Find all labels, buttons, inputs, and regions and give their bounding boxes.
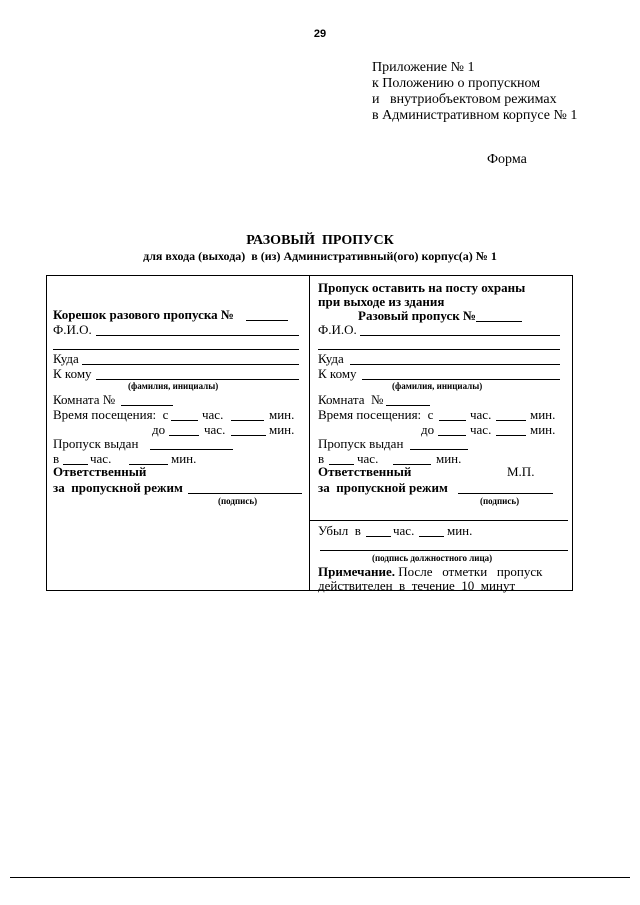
pass-note-bold: Примечание.: [318, 564, 395, 579]
stub-v-hour-label: час.: [90, 451, 112, 466]
pass-kuda-label: Куда: [318, 351, 344, 366]
pass-official-signature-field[interactable]: [320, 550, 568, 551]
stub-min-label: мин.: [269, 407, 295, 422]
pass-room-field[interactable]: [386, 405, 430, 406]
stub-to-min-label: мин.: [269, 422, 295, 437]
pass-responsible-label: Ответственный: [318, 464, 412, 479]
pass-note-line-2: действителен в течение 10 минут: [318, 578, 516, 593]
pass-section-divider: [310, 520, 568, 521]
page-bottom-rule: [10, 877, 630, 878]
document-subtitle: для входа (выхода) в (из) Административный(ого) корпус(а) № 1: [143, 249, 497, 263]
stub-to-label: до: [152, 422, 166, 437]
stub-from-min-field[interactable]: [231, 420, 264, 421]
stub-fio-field-2[interactable]: [53, 349, 299, 350]
stub-komu-field[interactable]: [96, 379, 299, 380]
stub-kuda-field[interactable]: [82, 364, 299, 365]
pass-note-line-1: [318, 565, 542, 579]
stub-fio-label: Ф.И.О.: [53, 322, 92, 337]
appendix-line-4: в Административном корпусе № 1: [372, 108, 578, 123]
pass-left-min-label: мин.: [447, 523, 473, 538]
pass-fio-field[interactable]: [360, 335, 560, 336]
pass-hour-label: час.: [470, 407, 492, 422]
stub-responsible-label: Ответственный: [53, 464, 147, 479]
pass-min-label: мин.: [530, 407, 556, 422]
stub-signature-field[interactable]: [188, 493, 302, 494]
stub-number-field[interactable]: [246, 320, 288, 321]
appendix-line-3: и внутриобъектовом режимах: [372, 92, 557, 107]
pass-room-label: Комната №: [318, 392, 384, 407]
pass-from-min-field[interactable]: [496, 420, 526, 421]
appendix-block: [372, 60, 577, 124]
stub-hour-label: час.: [202, 407, 224, 422]
pass-fio-label: Ф.И.О.: [318, 322, 357, 337]
pass-stamp-label: М.П.: [507, 464, 535, 479]
stub-v-label: в: [53, 451, 60, 466]
pass-signature-field[interactable]: [458, 493, 553, 494]
stub-kuda-label: Куда: [53, 351, 79, 366]
pass-number-field[interactable]: [476, 321, 522, 322]
pass-leave-line-2: при выходе из здания: [318, 294, 445, 309]
stub-from-hour-field[interactable]: [171, 420, 198, 421]
pass-v-label: в: [318, 451, 325, 466]
pass-to-hour-label: час.: [470, 422, 492, 437]
pass-from-hour-field[interactable]: [439, 420, 466, 421]
pass-to-hour-field[interactable]: [438, 435, 466, 436]
pass-left-min-field[interactable]: [419, 536, 444, 537]
stub-title: Корешок разового пропуска №: [53, 307, 234, 322]
stub-time-label: Время посещения: с: [53, 407, 169, 422]
pass-title: Разовый пропуск №: [358, 308, 477, 323]
pass-regime-label: за пропускной режим: [318, 480, 448, 495]
stub-issued-field[interactable]: [150, 449, 233, 450]
pass-to-min-label: мин.: [530, 422, 556, 437]
pass-official-signature-hint: (подпись должностного лица): [372, 553, 493, 563]
pass-fio-field-2[interactable]: [318, 349, 560, 350]
appendix-line-2: к Положению о пропускном: [372, 76, 541, 91]
stub-komu-label: К кому: [53, 366, 92, 381]
pass-to-min-field[interactable]: [496, 435, 526, 436]
pass-note-rest: После отметки пропуск: [394, 564, 543, 579]
pass-left-hour-field[interactable]: [366, 536, 391, 537]
form-label: Форма: [487, 152, 527, 167]
pass-issued-label: Пропуск выдан: [318, 436, 404, 451]
pass-fio-hint: (фамилия, инициалы): [392, 381, 483, 391]
stub-issued-label: Пропуск выдан: [53, 436, 139, 451]
pass-left-at-label: Убыл в: [318, 523, 361, 538]
pass-signature-hint: (подпись): [480, 496, 520, 506]
pass-komu-field[interactable]: [362, 379, 560, 380]
pass-leave-line-1: Пропуск оставить на посту охраны: [318, 280, 526, 295]
stub-to-hour-field[interactable]: [169, 435, 199, 436]
stub-v-min-label: мин.: [171, 451, 197, 466]
column-divider: [309, 275, 310, 591]
stub-room-label: Комната №: [53, 392, 116, 407]
stub-fio-hint: (фамилия, инициалы): [128, 381, 219, 391]
document-title: РАЗОВЫЙ ПРОПУСК: [246, 233, 394, 248]
stub-to-hour-label: час.: [204, 422, 226, 437]
pass-left-hour-label: час.: [393, 523, 415, 538]
stub-regime-label: за пропускной режим: [53, 480, 183, 495]
pass-issued-field[interactable]: [410, 449, 468, 450]
appendix-line-1: Приложение № 1: [372, 60, 475, 75]
stub-fio-field[interactable]: [96, 335, 299, 336]
pass-time-label: Время посещения: с: [318, 407, 434, 422]
stub-to-min-field[interactable]: [231, 435, 266, 436]
stub-room-field[interactable]: [121, 405, 173, 406]
pass-kuda-field[interactable]: [350, 364, 560, 365]
page-number: 29: [313, 28, 327, 40]
pass-to-label: до: [421, 422, 435, 437]
pass-komu-label: К кому: [318, 366, 357, 381]
pass-v-min-label: мин.: [436, 451, 462, 466]
pass-v-hour-label: час.: [357, 451, 379, 466]
stub-signature-hint: (подпись): [218, 496, 258, 506]
